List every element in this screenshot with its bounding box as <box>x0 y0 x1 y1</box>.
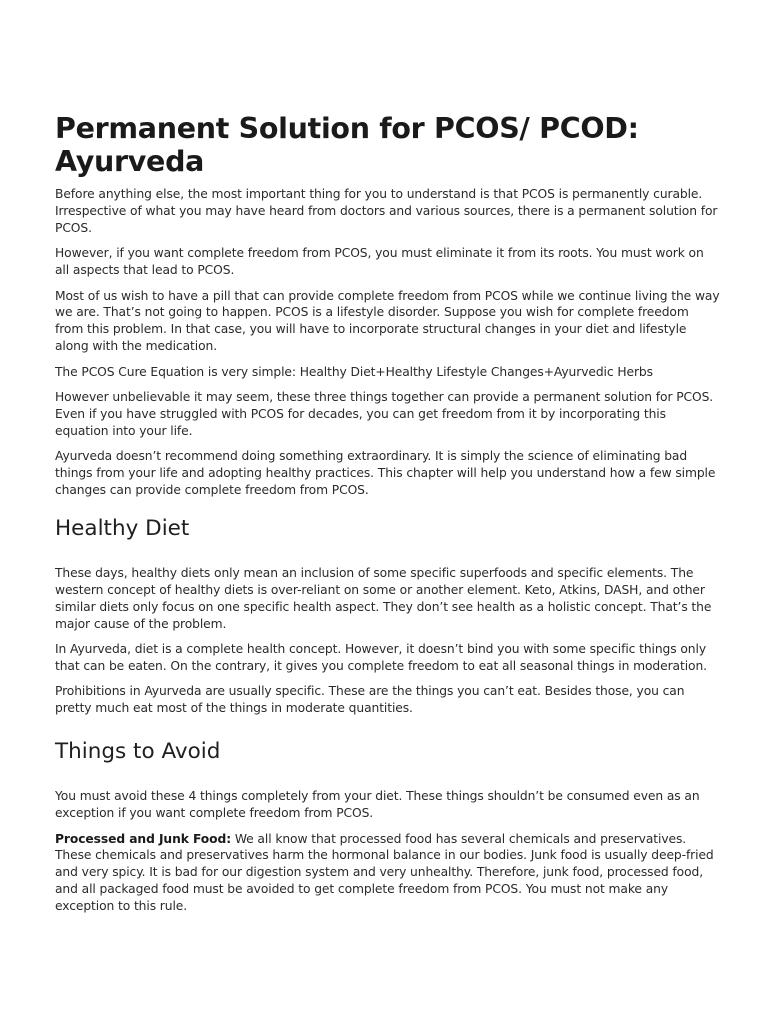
intro-paragraph-5: However unbelievable it may seem, these three things together can provide a permanent solution for PCOS. Even if you have struggled with PCOS for decades, you can get freedom from it by incorporating this equation into your life. <box>55 390 714 438</box>
healthy-diet-paragraph-2: In Ayurveda, diet is a complete health concept. However, it doesn’t bind you with some specific things only that can be eaten. On the contrary, it gives you complete freedom to eat all seasonal things in moderation. <box>55 642 707 674</box>
intro-paragraph-1: Before anything else, the most important thing for you to understand is that PCOS is permanently curable. Irrespective of what you may have heard from doctors and various sources, there is a permanent solution for PCOS. <box>55 187 718 235</box>
avoid-item-text: We all know that processed food has several chemicals and preservatives. These chemicals and preservatives harm the hormonal balance in our bodies. Junk food is usually deep-fried and very spicy. It is bad for our digestion system and very unhealthy. Therefore, junk food, processed food, and all packaged food must be avoided to get complete freedom from PCOS. You must not make any exception to this rule. <box>55 831 714 914</box>
intro-paragraph-2: However, if you want complete freedom from PCOS, you must eliminate it from its roots. You must work on all aspects that lead to PCOS. <box>55 246 704 278</box>
avoid-item-label: Processed and Junk Food: <box>55 831 232 846</box>
section-heading-things-to-avoid: Things to Avoid <box>55 739 221 765</box>
intro-paragraph-6: Ayurveda doesn’t recommend doing something extraordinary. It is simply the science of eliminating bad things from your life and adopting healthy practices. This chapter will help you understand how a few simple changes can provide complete freedom from PCOS. <box>55 449 716 498</box>
healthy-diet-paragraph-3: Prohibitions in Ayurveda are usually specific. These are the things you can’t eat. Besides those, you can pretty much eat most of the things in moderate quantities. <box>55 684 685 716</box>
cure-equation-paragraph: The PCOS Cure Equation is very simple: Healthy Diet+Healthy Lifestyle Changes+Ayurvedic Herbs <box>55 364 653 379</box>
things-to-avoid-intro: You must avoid these 4 things completely from your diet. These things shouldn’t be consumed even as an exception if you want complete freedom from PCOS. <box>55 789 700 821</box>
healthy-diet-paragraph-1: These days, healthy diets only mean an inclusion of some specific superfoods and specific elements. The western concept of healthy diets is over-reliant on some or another element. Keto, Atkins, DASH, and other similar diets only focus on one specific health aspect. They don’t see health as a holistic concept. That’s the major cause of the problem. <box>55 566 712 631</box>
page-title: Permanent Solution for PCOS/ PCOD: Ayurveda <box>55 112 639 178</box>
document-page <box>55 112 720 924</box>
avoid-item-processed-junk-food <box>55 831 720 916</box>
intro-paragraph-3: Most of us wish to have a pill that can provide complete freedom from PCOS while we continue living the way we are. That’s not going to happen. PCOS is a lifestyle disorder. Suppose you wish for complete freedom from this problem. In that case, you will have to incorporate structural changes in your diet and lifestyle along with the medication. <box>55 288 720 354</box>
section-heading-healthy-diet: Healthy Diet <box>55 516 190 541</box>
